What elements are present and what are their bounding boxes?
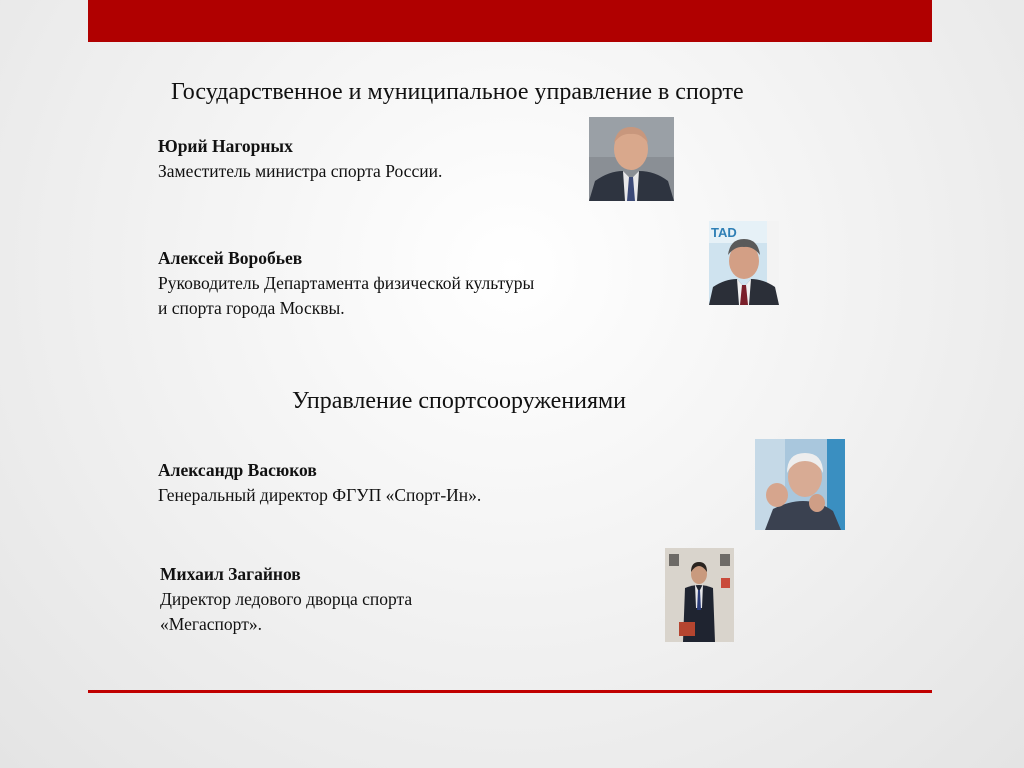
person-zagainov <box>160 562 480 637</box>
section-heading-government: Государственное и муниципальное управление в спорте <box>171 79 744 105</box>
portrait-nagornykh <box>589 117 674 201</box>
portrait-vorobyev <box>709 221 779 305</box>
person-role: Генеральный директор ФГУП «Спорт-Ин». <box>158 485 482 505</box>
person-role: Директор ледового дворца спорта «Мегаспорт». <box>160 589 413 634</box>
person-vasyukov <box>158 458 481 508</box>
svg-text:TAD: TAD <box>711 225 737 240</box>
header-bar <box>88 0 932 42</box>
person-name: Юрий Нагорных <box>158 136 293 156</box>
person-name: Михаил Загайнов <box>160 564 301 584</box>
section-heading-facilities: Управление спортсооружениями <box>292 388 627 414</box>
person-name: Александр Васюков <box>158 460 317 480</box>
portrait-zagainov <box>665 548 734 642</box>
person-vorobyev <box>158 246 538 321</box>
person-role: Руководитель Департамента физической культуры и спорта города Москвы. <box>158 273 535 318</box>
person-role: Заместитель министра спорта России. <box>158 161 443 181</box>
footer-divider <box>88 690 932 693</box>
person-name: Алексей Воробьев <box>158 248 303 268</box>
portrait-vasyukov <box>755 439 845 530</box>
person-nagornykh <box>158 134 442 184</box>
